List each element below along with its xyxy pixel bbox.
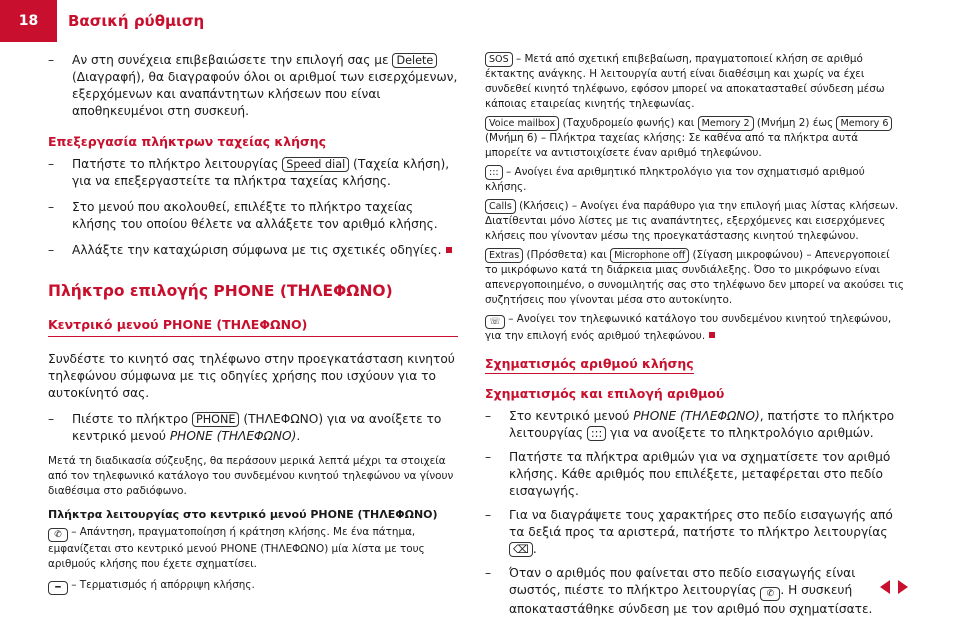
calls-key: Calls bbox=[485, 199, 516, 214]
extras-key: Extras bbox=[485, 248, 523, 263]
previous-page-arrow-icon bbox=[880, 580, 890, 594]
page-number: 18 bbox=[0, 0, 57, 42]
memory-2-key: Memory 2 bbox=[698, 116, 754, 131]
phone-key-heading: Πλήκτρο επιλογής PHONE (ΤΗΛΕΦΩΝΟ) bbox=[48, 282, 393, 300]
next-page-arrow-icon bbox=[898, 580, 908, 594]
dial-step-1: – Στο κεντρικό μενού PHONE (ΤΗΛΕΦΩΝΟ), πατήστε το πλήκτρο λειτουργίας ::: για να ανοίξετε το πληκτρολόγιο αριθμών. bbox=[485, 409, 895, 440]
keypad-text: ::: – Ανοίγει ένα αριθμητικό πληκτρολόγιο για τον σχηματισμό αριθμού κλήσης. bbox=[485, 166, 865, 193]
keypad-key: ::: bbox=[587, 426, 606, 441]
end-call-text: ━ – Τερματισμός ή απόρριψη κλήσης. bbox=[48, 578, 458, 595]
phonebook-icon: ☏ bbox=[485, 315, 505, 329]
sos-text: SOS – Μετά από σχετική επιβεβαίωση, πραγματοποιεί κλήση σε αριθμό έκτακτης ανάγκης. Η λειτουργία αυτή είναι διαθέσιμη και χωρίς να έχει συνδεθεί κινητό τηλέφωνο, εφόσον μπορεί να αποκατασταθεί σύνδεση μέσω κάποιας εταιρείας κινητής τηλεφωνίας. bbox=[485, 53, 885, 110]
connect-text: Συνδέστε το κινητό σας τηλέφωνο στην προεγκατάσταση κινητού τηλεφώνου σύμφωνα με τις οδηγίες χρήσης που ισχύουν για το αυτοκίνητό σας. bbox=[48, 352, 455, 400]
calls-text: Calls (Κλήσεις) – Ανοίγει ένα παράθυρο για την επιλογή μιας λίστας κλήσεων. Διατίθενται μόνο λίστες με τις αναπάντητες, εξερχόμενες και εισερχόμενες κλήσεις που γίνονταν μέσω της προεγκατάστασης κινητού τηλεφώνου. bbox=[485, 200, 899, 242]
sos-key: SOS bbox=[485, 52, 513, 67]
header-title: Βασική ρύθμιση bbox=[68, 12, 205, 30]
delete-key: Delete bbox=[392, 53, 437, 68]
microphone-off-key: Microphone off bbox=[610, 248, 689, 263]
speed-step-3: – Αλλάξτε την καταχώριση σύμφωνα με τις σχετικές οδηγίες. bbox=[48, 242, 458, 259]
dial-step-2: – Πατήστε τα πλήκτρα αριθμών για να σχηματίσετε τον αριθμό κλήσης. Κάθε αριθμός που επιλέξετε, μεταφέρεται στο πεδίο εισαγωγής. bbox=[485, 450, 891, 498]
end-call-icon: ━ bbox=[48, 581, 68, 595]
right-column bbox=[485, 52, 905, 618]
dialing-subheading: Σχηματισμός και επιλογή αριθμού bbox=[485, 386, 725, 401]
voicemail-text: Voice mailbox (Ταχυδρομείο φωνής) και Memory 2 (Μνήμη 2) έως Memory 6 (Μνήμη 6) – Πλήκτρα ταχείας κλήσης: Σε καθένα από τα πλήκτρα αυτά μπορείτε να αντιστοιχίσετε έναν αριθμό τηλεφώνου. bbox=[485, 116, 905, 161]
speed-dial-key: Speed dial bbox=[282, 157, 349, 172]
phonebook-text: ☏ – Ανοίγει τον τηλεφωνικό κατάλογο του συνδεμένου κινητού τηλεφώνου, για την επιλογή ενός αριθμού τηλεφώνου. bbox=[485, 313, 892, 342]
memory-6-key: Memory 6 bbox=[836, 116, 892, 131]
end-marker-icon bbox=[446, 247, 452, 253]
speed-step-1: – Πατήστε το πλήκτρο λειτουργίας Speed dial (Ταχεία κλήση), για να επεξεργαστείτε τα πλήκτρα ταχείας κλήσης. bbox=[48, 157, 450, 188]
dial-step-4: – Όταν ο αριθμός που φαίνεται στο πεδίο εισαγωγής είναι σωστός, πιέστε το πλήκτρο λειτουργίας ✆ . Η συσκευή αποκαταστάθηκε σύνδεση με τον αριθμό που σχηματίσατε. bbox=[485, 566, 873, 616]
speed-step-2: – Στο μενού που ακολουθεί, επιλέξτε το πλήκτρο ταχείας κλήσης του οποίου θέλετε να αλλάξετε τον αριθμό κλήσης. bbox=[48, 200, 438, 231]
phone-key: PHONE bbox=[192, 412, 240, 427]
intro-item: – Αν στη συνέχεια επιβεβαιώσετε την επιλογή σας με Delete (Διαγραφή), θα διαγραφούν όλοι οι αριθμοί των εισερχόμενων, εξερχόμενων και αναπάντητων κλήσεων που είναι αποθηκευμένοι στη συσκευή. bbox=[48, 53, 458, 118]
dialing-heading: Σχηματισμός αριθμού κλήσης bbox=[485, 356, 694, 374]
keypad-key: ::: bbox=[485, 165, 503, 180]
extras-text: Extras (Πρόσθετα) και Microphone off (Σίγαση μικροφώνου) – Απενεργοποιεί το μικρόφωνο κατά τη διάρκεια μιας συνδιάλεξης. Όσο το μικρόφωνο είναι απενεργοποιημένο, ο συνομιλητής σας στο τηλέφωνο δεν μπορεί να ακούσει τις συζητήσεις που γίνονται μέσα στο αυτοκίνητο. bbox=[485, 249, 904, 306]
left-column bbox=[48, 52, 458, 595]
function-keys-heading: Πλήκτρα λειτουργίας στο κεντρικό μενού PHONE (ΤΗΛΕΦΩΝΟ) bbox=[48, 508, 438, 521]
answer-call-icon: ✆ bbox=[48, 528, 68, 542]
voice-mailbox-key: Voice mailbox bbox=[485, 116, 559, 131]
backspace-key-icon: ⌫ bbox=[509, 542, 533, 557]
press-phone-step: – Πιέστε το πλήκτρο PHONE (ΤΗΛΕΦΩΝΟ) για να ανοίξετε το κεντρικό μενού PHONE (ΤΗΛΕΦΩΝΟ). bbox=[48, 412, 442, 443]
speed-dial-heading: Επεξεργασία πλήκτρων ταχείας κλήσης bbox=[48, 134, 327, 149]
call-key-icon: ✆ bbox=[760, 587, 780, 601]
main-menu-heading: Κεντρικό μενού PHONE (ΤΗΛΕΦΩΝΟ) bbox=[48, 317, 458, 337]
pairing-text: Μετά τη διαδικασία σύζευξης, θα περάσουν μερικά λεπτά μέχρι τα στοιχεία από τον τηλεφωνικό κατάλογο του συνδεμένου κινητού τηλεφώνου να γίνουν διαθέσιμα στο ραδιόφωνο. bbox=[48, 455, 454, 497]
dial-step-3: – Για να διαγράψετε τους χαρακτήρες στο πεδίο εισαγωγής από τα δεξιά προς τα αριστερά, πατήστε το πλήκτρο λειτουργίας ⌫ . bbox=[485, 508, 893, 556]
answer-call-text: ✆ – Απάντηση, πραγματοποίηση ή κράτηση κλήσης. Με ένα πάτημα, εμφανίζεται στο κεντρικό μενού PHONE (ΤΗΛΕΦΩΝΟ) μία λίστα με τους αριθμούς κλήσης που έχετε σχηματίσει. bbox=[48, 526, 425, 570]
end-marker-icon bbox=[709, 332, 715, 338]
page-header bbox=[0, 0, 960, 46]
